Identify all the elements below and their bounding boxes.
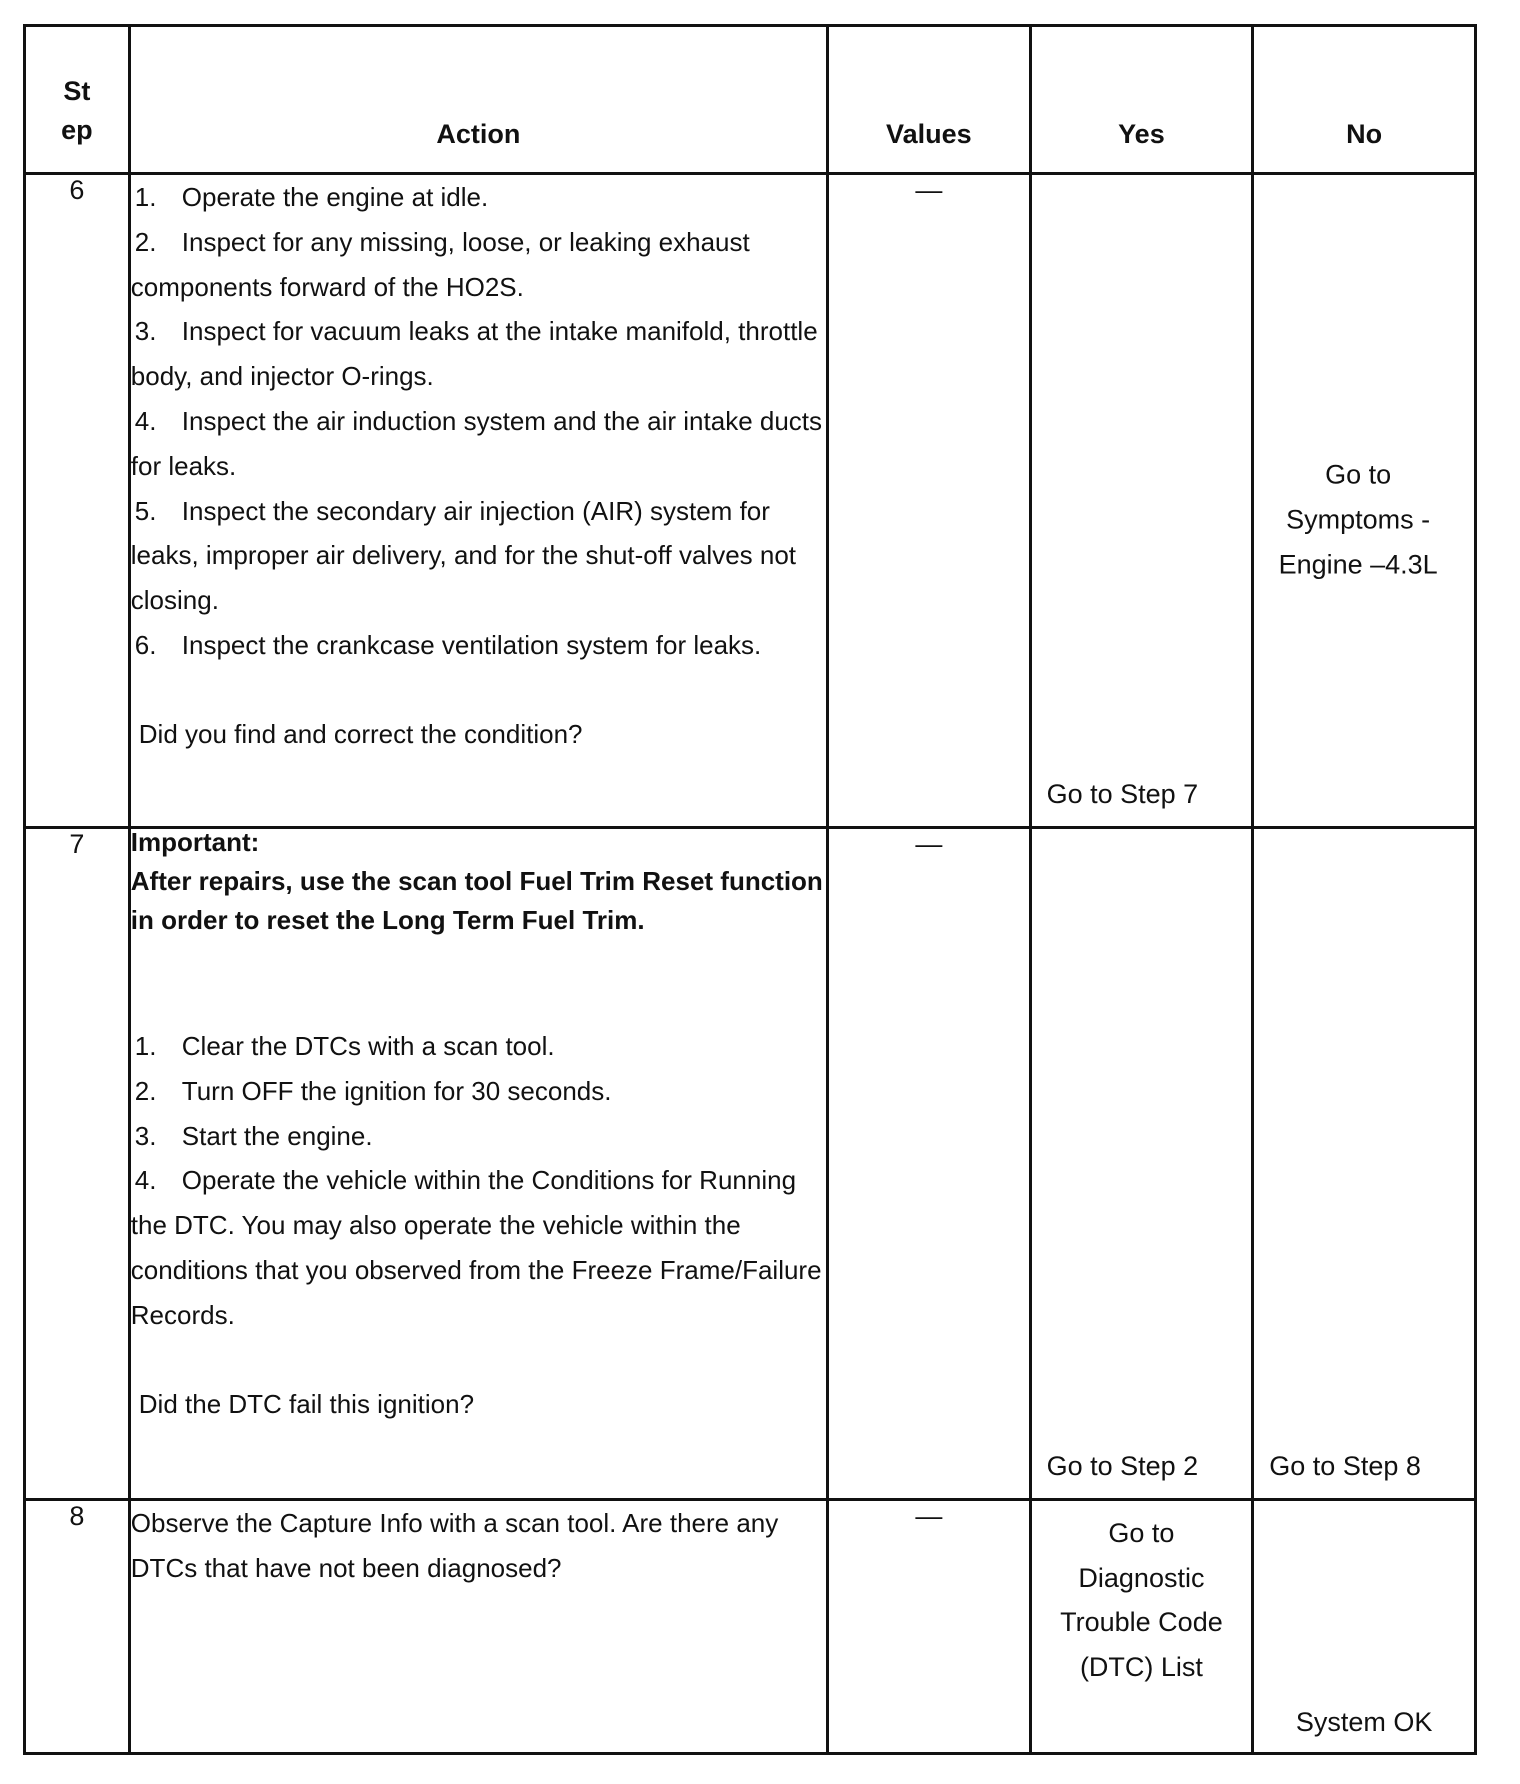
important-label: Important: bbox=[130, 827, 260, 857]
item-text: Inspect the crankcase ventilation system for leaks. bbox=[181, 629, 762, 660]
item-text: Inspect for vacuum leaks at the intake manifold, throttle body, and injector O-rings. bbox=[130, 316, 818, 392]
item-number: 2. bbox=[134, 226, 157, 257]
item-number: 5. bbox=[134, 495, 157, 526]
no-cell bbox=[1253, 174, 1476, 828]
no-result: Go to Step 8 bbox=[1269, 1451, 1421, 1481]
header-yes: Yes bbox=[1030, 26, 1253, 174]
step-row-6 bbox=[25, 174, 1476, 828]
yes-result: Go to Step 2 bbox=[1046, 1451, 1199, 1481]
item-text: Clear the DTCs with a scan tool. bbox=[181, 1031, 555, 1061]
item-number: 2. bbox=[134, 1075, 157, 1106]
action-question: Did the DTC fail this ignition? bbox=[138, 1388, 475, 1419]
item-number: 4. bbox=[134, 1165, 157, 1196]
step-number: 7 bbox=[25, 828, 130, 1500]
values-cell: — bbox=[828, 1500, 1031, 1754]
header-no: No bbox=[1253, 26, 1476, 174]
values-cell: — bbox=[828, 828, 1031, 1500]
item-number: 4. bbox=[134, 405, 157, 436]
header-step bbox=[25, 26, 130, 174]
item-number: 3. bbox=[134, 1120, 157, 1151]
action-cell bbox=[129, 174, 827, 828]
yes-result: Go to Diagnostic Trouble Code (DTC) List bbox=[1060, 1518, 1223, 1682]
item-number: 1. bbox=[134, 1031, 157, 1061]
action-cell bbox=[129, 1500, 827, 1754]
action-item bbox=[131, 1024, 826, 1069]
action-question: Did you find and correct the condition? bbox=[138, 718, 583, 749]
important-text: After repairs, use the scan tool Fuel Trim Reset function in order to reset the Long Term Fuel Trim. bbox=[130, 866, 823, 935]
item-number: 6. bbox=[134, 629, 157, 660]
action-item bbox=[131, 489, 826, 623]
header-step-line2: ep bbox=[61, 115, 93, 145]
item-text: Operate the vehicle within the Conditions for Running the DTC. You may also operate the vehicle within the conditions that you observed from the Freeze Frame/Failure Records. bbox=[130, 1165, 822, 1330]
action-item bbox=[131, 309, 826, 399]
step-row-7 bbox=[25, 828, 1476, 1500]
action-item bbox=[131, 220, 826, 310]
values-cell: — bbox=[828, 174, 1031, 828]
item-text: Start the engine. bbox=[181, 1120, 373, 1151]
item-text: Inspect for any missing, loose, or leaking exhaust components forward of the HO2S. bbox=[130, 226, 750, 302]
action-item bbox=[131, 1114, 826, 1159]
item-text: Inspect the secondary air injection (AIR) system for leaks, improper air delivery, and for the shut-off valves not closing. bbox=[130, 495, 797, 616]
no-result: Go to Symptoms - Engine –4.3L bbox=[1278, 459, 1438, 580]
header-row bbox=[25, 26, 1476, 174]
action-item bbox=[131, 1158, 826, 1337]
important-note bbox=[131, 823, 826, 940]
yes-cell bbox=[1030, 174, 1253, 828]
yes-cell bbox=[1030, 1500, 1253, 1754]
action-item bbox=[131, 175, 826, 220]
action-item bbox=[131, 623, 826, 668]
step-number: 8 bbox=[25, 1500, 130, 1754]
header-action: Action bbox=[129, 26, 827, 174]
yes-result: Go to Step 7 bbox=[1046, 779, 1199, 809]
no-cell bbox=[1253, 828, 1476, 1500]
item-text: Turn OFF the ignition for 30 seconds. bbox=[181, 1075, 612, 1106]
item-text: Inspect the air induction system and the air intake ducts for leaks. bbox=[130, 405, 823, 481]
no-cell bbox=[1253, 1500, 1476, 1754]
action-item bbox=[131, 1069, 826, 1114]
item-number: 1. bbox=[134, 182, 157, 212]
item-number: 3. bbox=[134, 316, 157, 347]
header-values: Values bbox=[828, 26, 1031, 174]
header-step-line1: St bbox=[63, 76, 91, 106]
no-result: System OK bbox=[1295, 1707, 1433, 1737]
action-item bbox=[131, 399, 826, 489]
yes-cell bbox=[1030, 828, 1253, 1500]
action-cell bbox=[129, 828, 827, 1500]
action-text: Observe the Capture Info with a scan tool. Are there any DTCs that have not been diagnosed? bbox=[130, 1508, 779, 1583]
item-text: Operate the engine at idle. bbox=[181, 182, 489, 212]
step-row-8 bbox=[25, 1500, 1476, 1754]
diagnostic-table bbox=[23, 24, 1477, 1755]
step-number: 6 bbox=[25, 174, 130, 828]
